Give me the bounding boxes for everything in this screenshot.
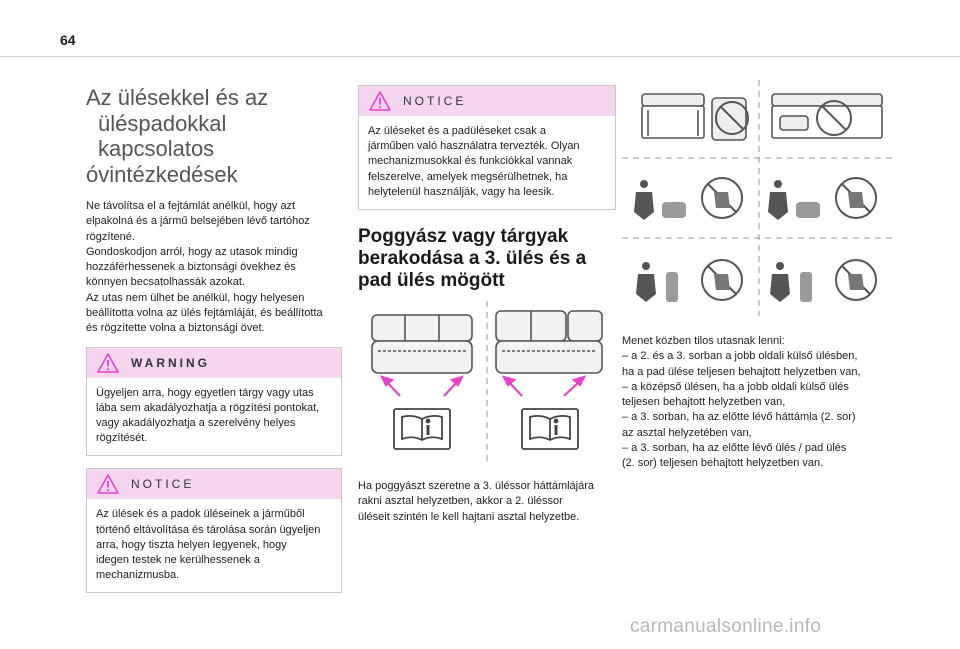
text-line: rögzítené. (86, 230, 135, 243)
text-line: arra, hogy tiszta helyen legyenek, hogy (96, 538, 287, 551)
text-line: és rögzítette volna a biztonsági övet. (86, 322, 265, 335)
text-line: Az ülések és a padok üléseinek a járműből (96, 508, 305, 521)
intro-text (86, 199, 342, 337)
section-title (358, 226, 616, 292)
no-passenger-icon (702, 178, 742, 218)
warning-triangle-icon (369, 91, 391, 111)
text-line: – a 3. sorban, ha az előtte lévő háttámla (2. sor) (622, 411, 856, 424)
text-line: mechanizmusba. (96, 569, 180, 582)
text-line: rögzítését. (96, 432, 148, 445)
text-line: – a középső ülésen, ha a jobb oldali külső ülés (622, 380, 849, 393)
text-line: Az utas nem ülhet be anélkül, hogy helyesen (86, 291, 305, 304)
warning-triangle-icon (97, 474, 119, 494)
seated-person-icon (636, 262, 678, 302)
seated-person-icon (634, 180, 686, 220)
text-line: – a 3. sorban, ha az előtte lévő ülés / pad ülés (622, 442, 847, 455)
title-line: Poggyász vagy tárgyak (358, 226, 569, 248)
text-line: beállította volna az ülés fejtámláját, és beállította (86, 307, 323, 320)
notice-body (87, 499, 341, 592)
watermark: carmanualsonline.info (630, 616, 822, 637)
text-line: könnyen becsatolhassák azokat. (86, 276, 245, 289)
warning-header (87, 348, 341, 378)
manual-book-icon (522, 409, 578, 449)
text-line: üléseit szintén le kell hajtani asztal helyzetbe. (358, 510, 580, 523)
warning-label: WARNING (131, 355, 210, 370)
seated-person-icon (768, 180, 820, 220)
text-line: felszerelve, amelyek megsérülhetnek, ha (368, 170, 568, 183)
text-line: (2. sor) teljesen behajtott helyzetben van. (622, 457, 824, 470)
text-line: Ha poggyászt szeretne a 3. üléssor háttámlájára (358, 480, 595, 493)
middle-column (358, 85, 616, 525)
seated-person-icon (770, 262, 812, 302)
folded-bench-left (372, 315, 472, 373)
prohibition-text (622, 334, 892, 472)
luggage-illustration (358, 301, 616, 465)
text-line: – a 2. és a 3. sorban a jobb oldali külső ülésben, (622, 350, 858, 363)
text-line: elpakolná és a jármű belsejében lévő tartóhoz (86, 215, 310, 228)
luggage-caption (358, 479, 616, 525)
title-line: berakodása a 3. ülés és a (358, 248, 587, 270)
text-line: teljesen behajtott helyzetben van, (622, 396, 786, 409)
no-passenger-icon (836, 260, 876, 300)
text-line: idegen testek ne kerülhessenek a (96, 554, 260, 567)
notice-label: NOTICE (131, 477, 195, 492)
warning-box (86, 347, 342, 457)
warning-triangle-icon (97, 353, 119, 373)
text-line: járműben való használatra tervezték. Olyan (368, 140, 580, 153)
manual-book-icon (394, 409, 450, 449)
text-line: Az üléseket és a padüléseket csak a (368, 125, 546, 137)
text-line: Menet közben tilos utasnak lenni: (622, 335, 785, 347)
title-line: Az ülésekkel és az (86, 85, 269, 110)
notice-header (87, 469, 341, 499)
header-rule (0, 56, 960, 57)
text-line: az asztal helyzetében van, (622, 426, 752, 439)
title-line: üléspadokkal kapcsolatos (98, 110, 227, 162)
no-passenger-icon (836, 178, 876, 218)
folded-bench-right (496, 311, 602, 373)
title-line: pad ülés mögött (358, 270, 505, 292)
text-line: Ne távolítsa el a fejtámlát anélkül, hogy azt (86, 199, 296, 212)
folded-seat-icon (772, 94, 882, 138)
text-line: rakni asztal helyzetben, akkor a 2. üléssor (358, 495, 563, 508)
text-line: lába sem akadályozhatja a rögzítési pontokat, (96, 401, 320, 414)
text-line: mechanizmusokkal és funkciókkal vannak (368, 155, 573, 168)
text-line: hozzáférhessenek a biztonsági övekhez és (86, 261, 296, 274)
notice-box (358, 85, 616, 210)
left-column (86, 85, 342, 593)
text-line: Gondoskodjon arról, hogy az utasok mindig (86, 245, 298, 258)
notice-header (359, 86, 615, 116)
text-line: helytelenül használják, vagy ha leesik. (368, 185, 555, 198)
text-line: vagy akadályozhatja a szerelvény helyes (96, 417, 296, 430)
page-title (86, 85, 342, 188)
text-line: ha a pad ülése teljesen behajtott helyzetben van, (622, 365, 861, 378)
right-column (622, 80, 892, 472)
text-line: Ügyeljen arra, hogy egyetlen tárgy vagy utas (96, 386, 314, 399)
notice-box (86, 468, 342, 593)
notice-label: NOTICE (403, 94, 467, 108)
title-line: óvintézkedések (86, 162, 238, 188)
arrow-marks (382, 377, 584, 396)
no-passenger-icon (702, 260, 742, 300)
page-number: 64 (60, 32, 76, 48)
prohibition-illustration (622, 80, 892, 320)
warning-body (87, 378, 341, 456)
notice-body (359, 116, 615, 209)
text-line: történő eltávolítása és tárolása során ügyeljen (96, 523, 321, 536)
